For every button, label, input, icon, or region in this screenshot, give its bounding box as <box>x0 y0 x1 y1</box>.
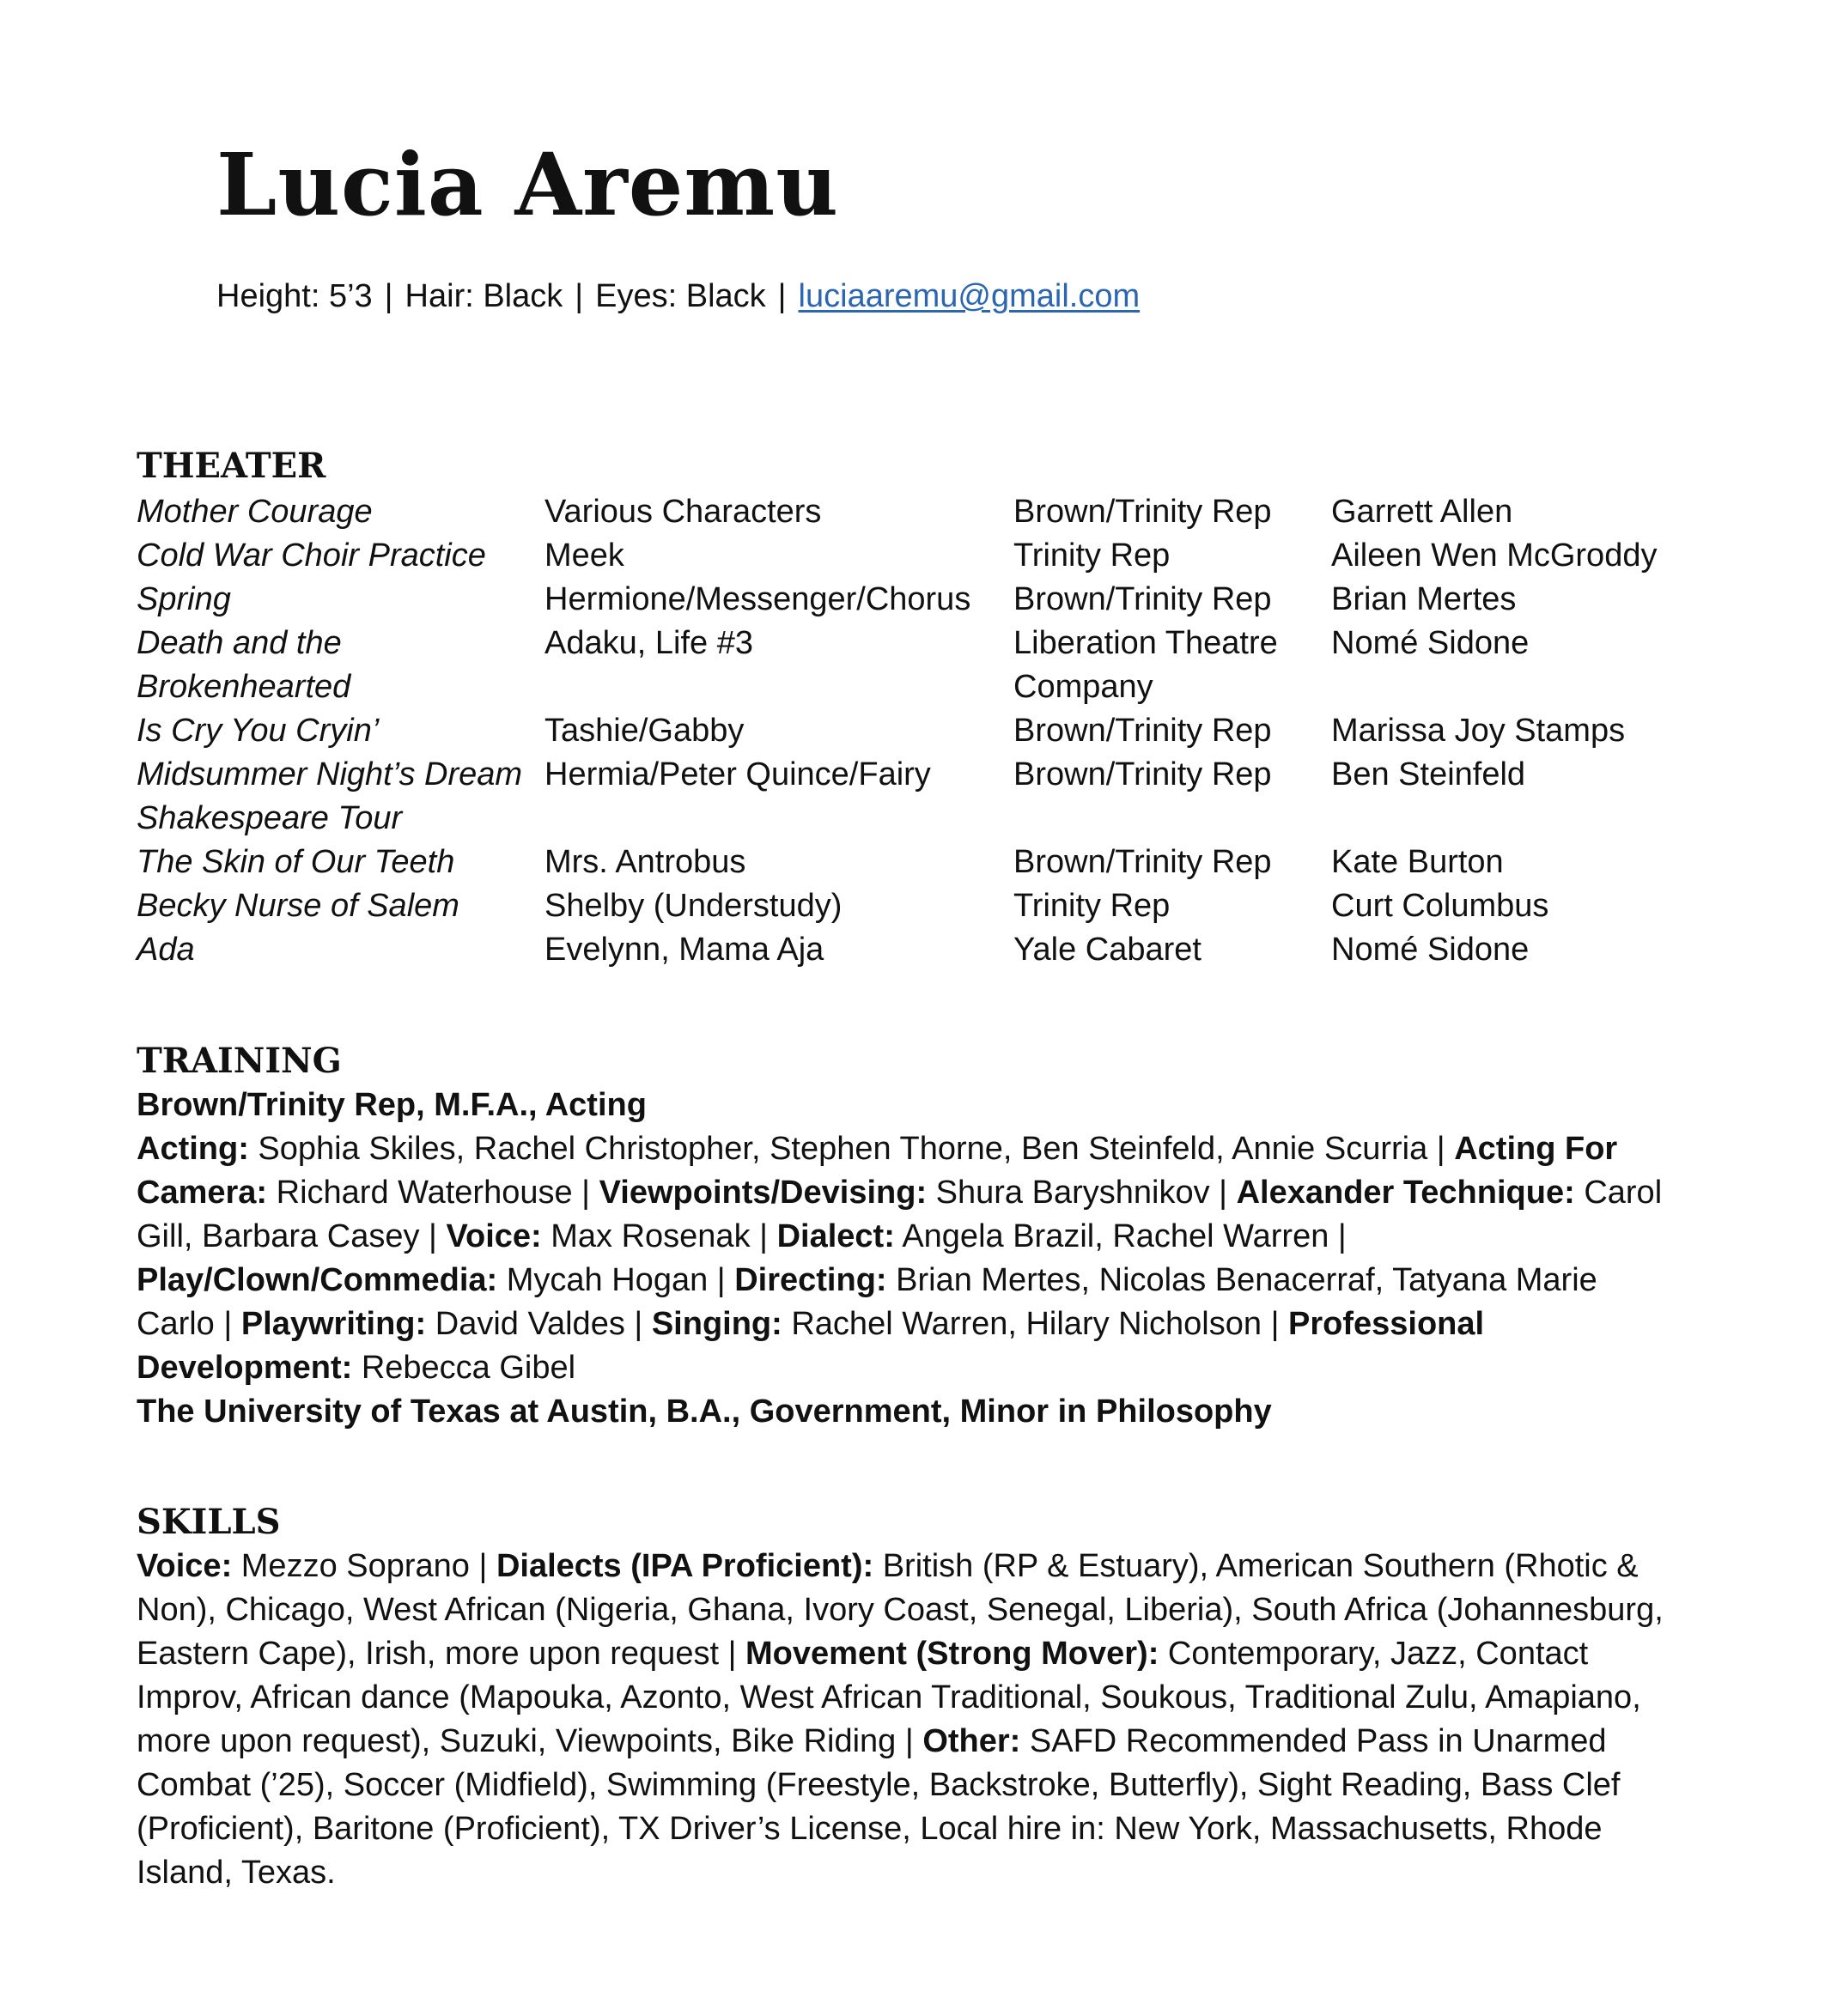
training-label: Singing: <box>651 1306 782 1342</box>
training-undergrad: The University of Texas at Austin, B.A., Government, Minor in Philosophy <box>137 1394 1272 1430</box>
email-link[interactable]: luciaaremu@gmail.com <box>798 278 1141 314</box>
credit-director: Kate Burton <box>1331 844 1504 880</box>
credit-row <box>137 490 1682 534</box>
divider: | <box>419 1218 447 1254</box>
credit-row <box>137 884 1682 928</box>
training-degree: Brown/Trinity Rep, M.F.A., Acting <box>137 1087 647 1123</box>
credit-role: Adaku, Life #3 <box>544 625 753 661</box>
training-value: Brian Mertes, Nicolas Benacerraf, Tatyana Marie Carlo <box>137 1262 1597 1342</box>
divider: | <box>384 278 393 314</box>
skills-details <box>137 1545 1682 1895</box>
credit-role: Hermia/Peter Quince/Fairy <box>544 756 931 792</box>
divider: | <box>750 1218 777 1254</box>
theater-heading: THEATER <box>137 446 326 486</box>
credit-show: The Skin of Our Teeth <box>137 844 455 880</box>
divider: | <box>777 278 787 314</box>
skill-label: Other: <box>922 1723 1021 1759</box>
credit-show: Ada <box>137 932 195 968</box>
skill-value: Contemporary, Jazz, Contact Improv, African dance (Mapouka, Azonto, West African Traditional, Soukous, Traditional Zulu, Amapiano, more upon request), Suzuki, Viewpoints, Bike Riding <box>137 1636 1641 1759</box>
skill-label: Movement (Strong Mover): <box>745 1636 1159 1672</box>
training-label: Alexander Technique: <box>1236 1175 1575 1211</box>
skill-value: SAFD Recommended Pass in Unarmed Combat (’25), Soccer (Midfield), Swimming (Freestyle, Backstroke, Butterfly), Sight Reading, Bass Clef (Proficient), Baritone (Proficient), TX Driver’s License, Local hire in: New York, Massachusetts, Rhode Island, Texas. <box>137 1723 1621 1891</box>
divider: | <box>1262 1306 1289 1342</box>
credit-director: Nomé Sidone <box>1331 625 1530 661</box>
credit-venue: Liberation Theatre Company <box>1013 625 1278 705</box>
training-value: Shura Baryshnikov <box>927 1175 1210 1211</box>
stats-line <box>216 275 1140 318</box>
credit-role: Shelby (Understudy) <box>544 888 843 924</box>
theater-credits-body <box>137 490 1682 972</box>
eyes-stat: Eyes: Black <box>595 278 766 314</box>
credit-venue: Brown/Trinity Rep <box>1013 756 1272 792</box>
divider: | <box>469 1548 496 1584</box>
credit-venue: Trinity Rep <box>1013 537 1171 574</box>
skill-value: Mezzo Soprano <box>232 1548 470 1584</box>
training-label: Directing: <box>734 1262 887 1298</box>
training-value: Max Rosenak <box>541 1218 751 1254</box>
height-stat: Height: 5’3 <box>216 278 373 314</box>
training-value: Mycah Hogan <box>497 1262 709 1298</box>
divider: | <box>624 1306 652 1342</box>
training-value: Rachel Warren, Hilary Nicholson <box>782 1306 1262 1342</box>
credit-show: Cold War Choir Practice <box>137 537 486 574</box>
skill-value: British (RP & Estuary), American Southern (Rhotic & Non), Chicago, West African (Nigeria, Ghana, Ivory Coast, Senegal, Liberia), South Africa (Johannesburg, Eastern Cape), Irish, more upon request <box>137 1548 1664 1672</box>
credit-venue: Brown/Trinity Rep <box>1013 494 1272 530</box>
training-label: Acting For Camera: <box>137 1131 1618 1211</box>
credit-row <box>137 753 1682 841</box>
skill-label: Dialects (IPA Proficient): <box>496 1548 874 1584</box>
training-value: Rebecca Gibel <box>352 1350 576 1386</box>
hair-stat: Hair: Black <box>405 278 563 314</box>
credit-row <box>137 709 1682 753</box>
training-label: Acting: <box>137 1131 249 1167</box>
credit-venue: Brown/Trinity Rep <box>1013 713 1272 749</box>
credit-role: Meek <box>544 537 624 574</box>
credit-row <box>137 534 1682 578</box>
skill-label: Voice: <box>137 1548 233 1584</box>
training-details <box>137 1127 1682 1390</box>
credit-venue: Brown/Trinity Rep <box>1013 844 1272 880</box>
credit-row <box>137 928 1682 972</box>
training-label: Play/Clown/Commedia: <box>137 1262 498 1298</box>
training-value: David Valdes <box>426 1306 625 1342</box>
credit-role: Mrs. Antrobus <box>544 844 746 880</box>
divider: | <box>1209 1175 1237 1211</box>
skills-heading: SKILLS <box>137 1502 281 1542</box>
training-label: Professional Development: <box>137 1306 1485 1386</box>
credit-row <box>137 622 1682 709</box>
divider: | <box>1329 1218 1347 1254</box>
divider: | <box>575 278 584 314</box>
credit-show: Becky Nurse of Salem <box>137 888 459 924</box>
training-label: Dialect: <box>776 1218 895 1254</box>
theater-credits-table <box>137 490 1682 972</box>
training-label: Viewpoints/Devising: <box>599 1175 928 1211</box>
training-label: Voice: <box>446 1218 542 1254</box>
credit-show: Spring <box>137 581 231 617</box>
credit-venue: Yale Cabaret <box>1013 932 1201 968</box>
divider: | <box>719 1636 746 1672</box>
actor-name: Lucia Aremu <box>216 134 839 235</box>
training-value: Sophia Skiles, Rachel Christopher, Stephen Thorne, Ben Steinfeld, Annie Scurria <box>248 1131 1428 1167</box>
credit-show: Death and the Brokenhearted <box>137 625 351 705</box>
credit-director: Curt Columbus <box>1331 888 1549 924</box>
divider: | <box>896 1723 923 1759</box>
training-value: Carol Gill, Barbara Casey <box>137 1175 1663 1254</box>
credit-director: Marissa Joy Stamps <box>1331 713 1626 749</box>
credit-director: Aileen Wen McGroddy <box>1331 537 1658 574</box>
credit-role: Tashie/Gabby <box>544 713 745 749</box>
credit-venue: Trinity Rep <box>1013 888 1171 924</box>
divider: | <box>214 1306 241 1342</box>
credit-venue: Brown/Trinity Rep <box>1013 581 1272 617</box>
credit-show: Is Cry You Cryin’ <box>137 713 380 749</box>
credit-director: Garrett Allen <box>1331 494 1513 530</box>
divider: | <box>708 1262 735 1298</box>
credit-director: Ben Steinfeld <box>1331 756 1526 792</box>
credit-director: Brian Mertes <box>1331 581 1517 617</box>
training-value: Angela Brazil, Rachel Warren <box>894 1218 1329 1254</box>
training-value: Richard Waterhouse <box>267 1175 573 1211</box>
credit-role: Various Characters <box>544 494 822 530</box>
credit-row <box>137 841 1682 884</box>
divider: | <box>1427 1131 1455 1167</box>
credit-row <box>137 578 1682 622</box>
credit-show: Mother Courage <box>137 494 373 530</box>
credit-show: Midsummer Night’s Dream Shakespeare Tour <box>137 756 523 836</box>
credit-role: Hermione/Messenger/Chorus <box>544 581 971 617</box>
credit-director: Nomé Sidone <box>1331 932 1530 968</box>
divider: | <box>572 1175 599 1211</box>
credit-role: Evelynn, Mama Aja <box>544 932 824 968</box>
training-label: Playwriting: <box>240 1306 427 1342</box>
training-heading: TRAINING <box>137 1041 342 1081</box>
